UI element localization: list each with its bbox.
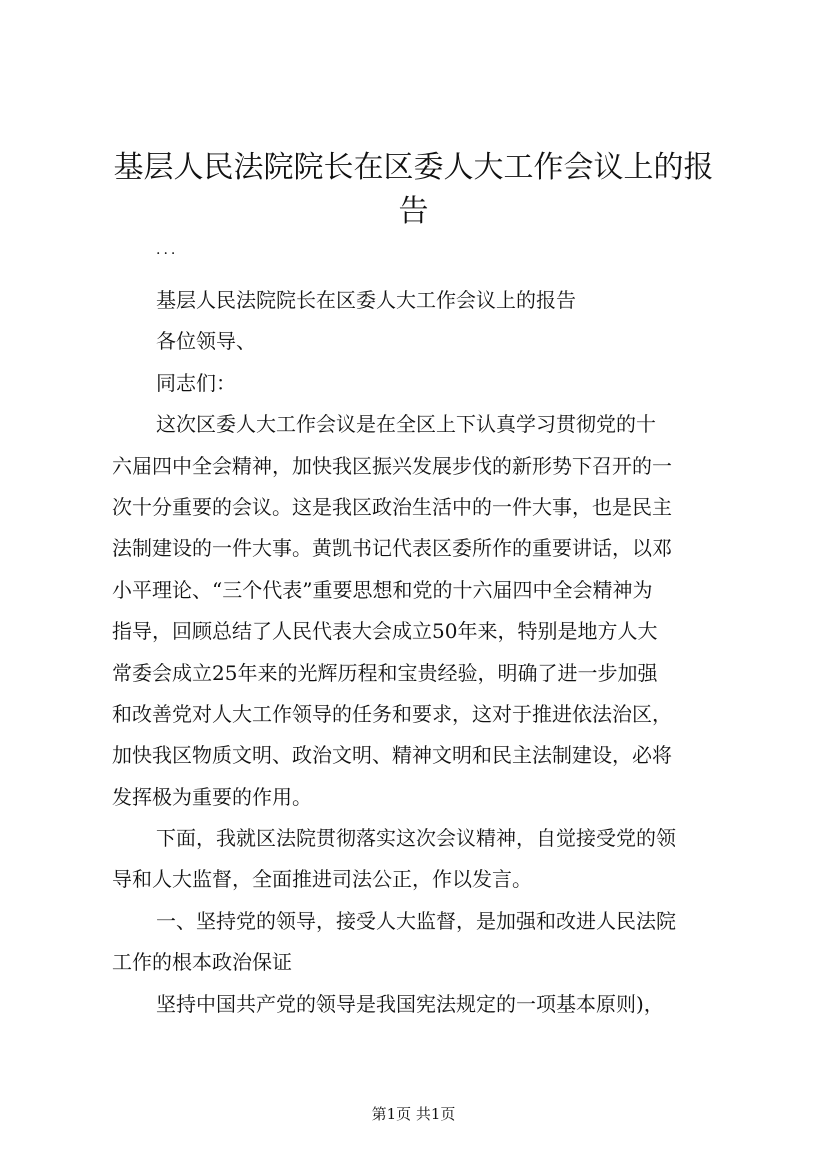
paragraph-line: 小平理论、“三个代表”重要思想和党的十六届四中全会精神为	[112, 577, 653, 602]
salutation-comrades: 同志们：	[156, 370, 236, 395]
paragraph-line: 导和人大监督，全面推进司法公正，作以发言。	[112, 867, 532, 892]
paragraph-line: 和改善党对人大工作领导的任务和要求，这对于推进依法治区，	[112, 701, 672, 726]
paragraph-line: 法制建设的一件大事。黄凯书记代表区委所作的重要讲话，以邓	[112, 536, 672, 561]
page-footer: 第1页 共1页	[371, 1105, 456, 1123]
document-title: 基层人民法院院长在区委人大工作会议上的报告	[113, 150, 714, 229]
paragraph-line: 下面，我就区法院贯彻落实这次会议精神，自觉接受党的领	[156, 826, 676, 851]
section-heading: 一、坚持党的领导，接受人大监督，是加强和改进人民法院	[156, 908, 676, 933]
paragraph-line: 次十分重要的会议。这是我区政治生活中的一件大事，也是民主	[112, 494, 672, 519]
paragraph-line: 加快我区物质文明、政治文明、精神文明和民主法制建设，必将	[112, 743, 672, 768]
paragraph-line: 这次区委人大工作会议是在全区上下认真学习贯彻党的十	[156, 412, 656, 437]
subtitle: 基层人民法院院长在区委人大工作会议上的报告	[156, 288, 576, 312]
paragraph-line: 坚持中国共产党的领导是我国宪法规定的一项基本原则)，	[156, 991, 664, 1016]
paragraph-line: 六届四中全会精神，加快我区振兴发展步伐的新形势下召开的一	[112, 453, 672, 478]
section-heading: 工作的根本政治保证	[112, 950, 292, 975]
paragraph-line: 常委会成立25年来的光辉历程和宝贵经验，明确了进一步加强	[112, 660, 658, 685]
paragraph-line: 发挥极为重要的作用。	[112, 784, 312, 809]
salutation-leaders: 各位领导、	[156, 329, 256, 354]
ellipsis: ...	[156, 242, 179, 258]
paragraph-line: 指导，回顾总结了人民代表大会成立50年来，特别是地方人大	[112, 619, 658, 644]
document-body	[112, 240, 742, 1025]
